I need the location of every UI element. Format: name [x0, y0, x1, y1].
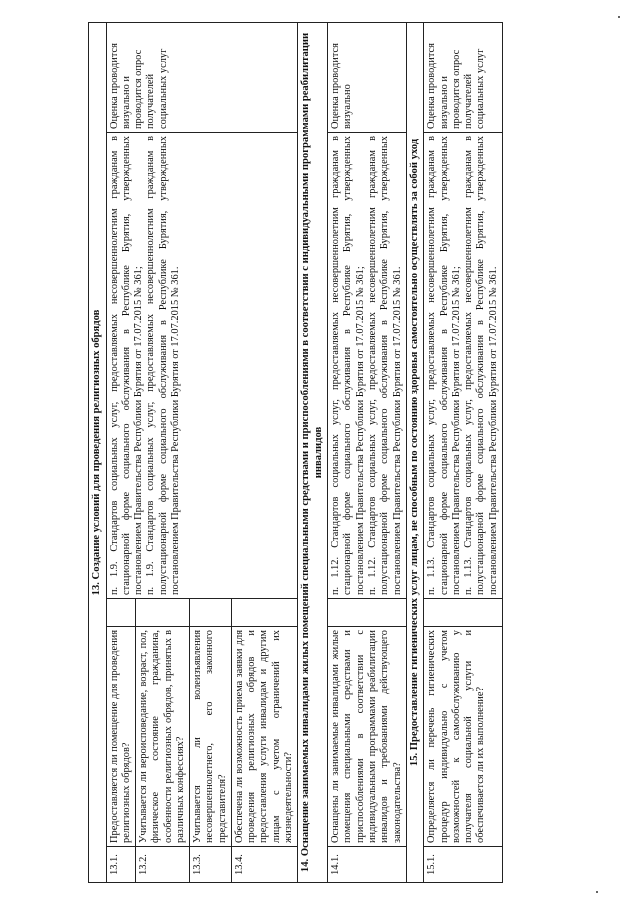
standard-clause: п. 1.12. Стандартов социальных услуг, предоставляемых несовершеннолетним гражданам в полустационарной форме социального обслуживания в Республике Бурятия, утвержденных постановлением Правительства Республики Бурятия от 17.07.2015 № 361. [367, 136, 403, 595]
assessment-method: Оценка проводится визуально и проводится опрос получателей социальных услуг [424, 22, 503, 132]
blank-cell [136, 599, 190, 627]
blank-cell [190, 599, 232, 627]
check-question: Определяется ли перечень гигиенических процедур индивидуально с учетом возможностей к самообслуживанию у получателя социальной услуги и обеспечивается ли их выполнение? [424, 627, 503, 847]
standard-clause: п. 1.13. Стандартов социальных услуг, предоставляемых несовершеннолетним гражданам в стационарной форме социального обслуживания в Республике Бурятия, утвержденных постановлением Правительства Республики Бурятия от 17.07.2015 № 361; [426, 136, 462, 595]
row-number: 14.1. [328, 847, 407, 883]
standard-clause: п. 1.12. Стандартов социальных услуг, предоставляемых несовершеннолетним гражданам в стационарной форме социального обслуживания в Республике Бурятия, утвержденных постановлением Правительства Республики Бурятия от 17.07.2015 № 361; [330, 136, 366, 595]
scan-speck [596, 891, 598, 893]
standards-reference [424, 133, 503, 599]
check-question: Учитывается ли вероисповедание, возраст, пол, физическое состояние гражданина, особенности религиозных обрядов, принятых в различных конфессиях? [136, 627, 190, 847]
check-question: Учитывается ли волеизъявления несовершеннолетнего, его законного представителя? [190, 627, 232, 847]
standard-clause: п. 1.13. Стандартов социальных услуг, предоставляемых несовершеннолетним гражданам в полустационарной форме социального обслуживания в Республике Бурятия, утвержденных постановлением Правительства Республики Бурятия от 17.07.2015 № 361. [463, 136, 499, 595]
inspection-checklist-table [88, 22, 503, 883]
section-title: 15. Предоставление гигиенических услуг лицам, не способным по состоянию здоровья самостоятельно осуществлять за собой уход [406, 22, 424, 882]
row-number: 13.3. [190, 847, 232, 883]
check-question: Обеспечена ли возможность приема заявки для проведения религиозных обрядов и предоставления услуги инвалидам и другим лицам с учетом ограничений их жизнедеятельности? [231, 627, 297, 847]
check-question: Оснащены ли занимаемые инвалидами жилые помещения специальными средствами и приспособлениями в соответствии с индивидуальными программами реабилитации инвалидов и требованиями действующего законодательства? [328, 627, 407, 847]
table-row [328, 22, 407, 882]
section-title: 13. Создание условий для проведения религиозных обрядов [89, 22, 107, 882]
section-heading-row [406, 22, 424, 882]
row-number: 13.4. [231, 847, 297, 883]
row-number: 13.1. [106, 847, 136, 883]
check-question: Предоставляется ли помещение для проведения религиозных обрядов? [106, 627, 136, 847]
section-title: 14. Оснащение занимаемых инвалидами жилых помещений специальными средствами и приспособлениями в соответствии с индивидуальными программами реабилитации инвалидов [298, 22, 328, 882]
standard-clause: п. 1.9. Стандартов социальных услуг, предоставляемых несовершеннолетним гражданам в стационарной форме социального обслуживания в Республике Бурятия, утвержденных постановлением Правительства Республики Бурятия от 17.07.2015 № 361; [108, 136, 145, 595]
standards-reference [106, 133, 298, 599]
assessment-method: Оценка проводится визуально и проводится опрос получателей социальных услуг [106, 22, 298, 132]
table-row [424, 22, 503, 882]
row-number: 13.2. [136, 847, 190, 883]
standards-reference [328, 133, 407, 599]
section-heading-row [89, 22, 107, 882]
blank-cell [328, 599, 407, 627]
table-row [106, 22, 136, 882]
blank-cell [231, 599, 297, 627]
standard-clause: п. 1.9. Стандартов социальных услуг, предоставляемых несовершеннолетним гражданам в полустационарной форме социального обслуживания в Республике Бурятия, утвержденных постановлением Правительства Республики Бурятия от 17.07.2015 № 361. [145, 136, 181, 595]
blank-cell [106, 599, 136, 627]
section-heading-row [298, 22, 328, 882]
blank-cell [424, 599, 503, 627]
scan-speck [618, 16, 620, 18]
row-number: 15.1. [424, 847, 503, 883]
assessment-method: Оценка проводится визуально [328, 22, 407, 132]
